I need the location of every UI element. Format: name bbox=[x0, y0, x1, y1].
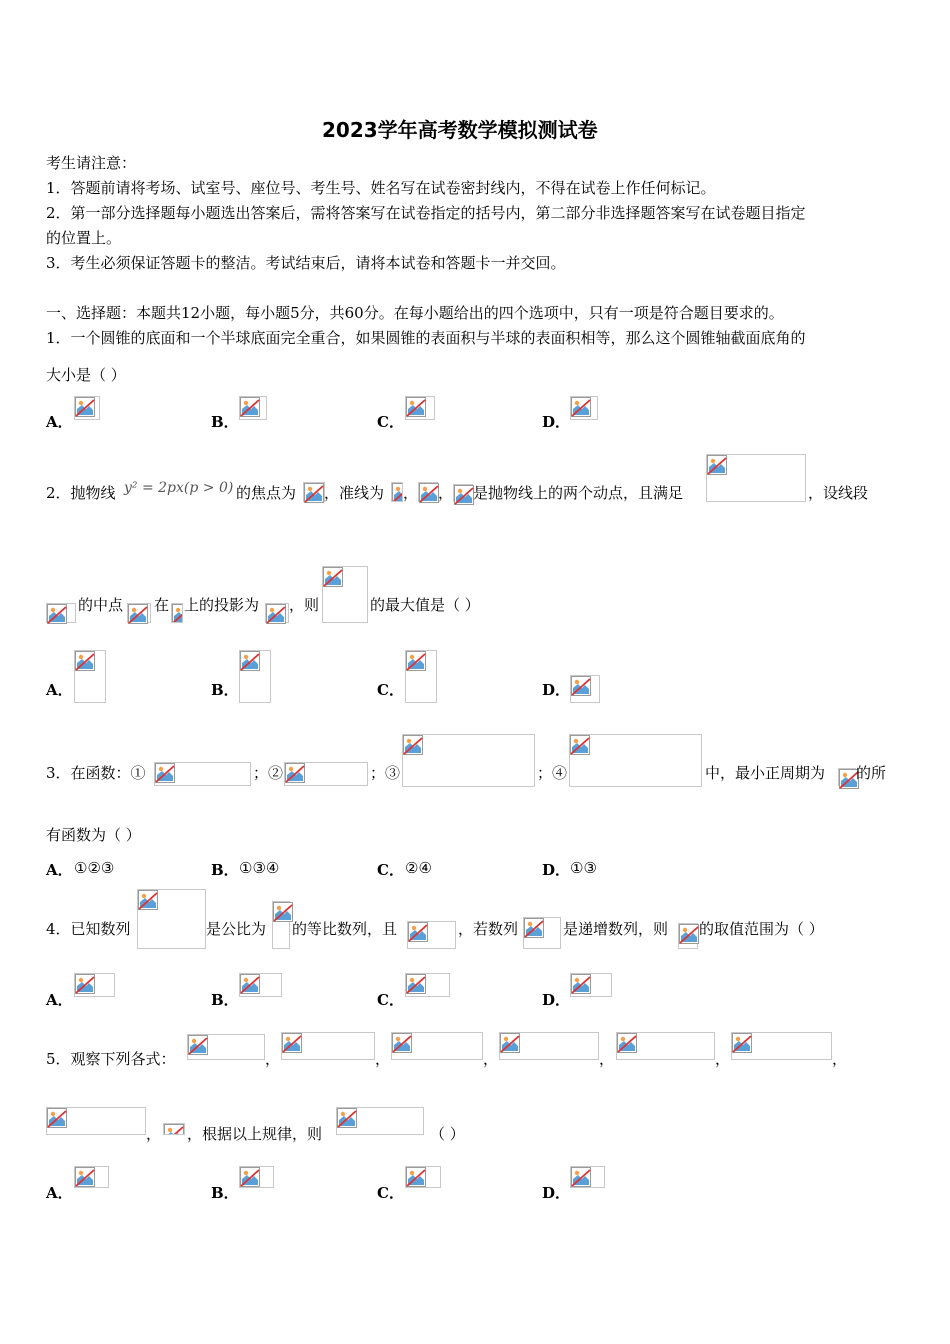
q5-option-a-image-icon bbox=[74, 1166, 109, 1188]
q4-option-a-image-icon bbox=[74, 973, 115, 997]
q5-comma-7: ， bbox=[146, 1125, 162, 1143]
q3-function-2-image-icon bbox=[284, 762, 368, 786]
q2-text-5: ， bbox=[438, 484, 454, 502]
q2-text-10: 上的投影为 bbox=[184, 596, 260, 614]
page-title: 2023学年高考数学模拟测试卷 bbox=[322, 118, 598, 142]
notice-line-1: 1．答题前请将考场、试室号、座位号、考生号、姓名写在试卷密封线内，不得在试卷上作任何标记。 bbox=[46, 179, 716, 197]
q2-text-6: 是抛物线上的两个动点，且满足 bbox=[473, 484, 684, 502]
q3-function-4-image-icon bbox=[569, 734, 702, 787]
q3-option-c-label: C． bbox=[377, 861, 404, 879]
q5-comma-5: ， bbox=[715, 1050, 731, 1068]
q2-text-1: 2．抛物线 bbox=[46, 484, 116, 502]
q2-option-b-image-icon bbox=[239, 650, 271, 703]
q3-option-c-text: ②④ bbox=[405, 859, 432, 877]
q5-expression-6-image-icon bbox=[731, 1032, 832, 1060]
q2-line-image-icon bbox=[171, 603, 183, 623]
q3-function-1-image-icon bbox=[154, 762, 251, 786]
q3-period-image-icon bbox=[838, 768, 856, 786]
q5-expression-7-image-icon bbox=[46, 1107, 146, 1135]
q2-text-11: ，则 bbox=[289, 596, 320, 614]
q4-option-d-label: D． bbox=[542, 991, 571, 1009]
q1-option-c-image-icon bbox=[405, 396, 435, 420]
q1-option-a-image-icon bbox=[74, 396, 100, 420]
q4-text-5: 是递增数列，则 bbox=[563, 920, 669, 938]
q5-target-image-icon bbox=[336, 1107, 424, 1135]
q5-option-c-label: C． bbox=[377, 1184, 404, 1202]
q5-expression-4-image-icon bbox=[499, 1032, 599, 1060]
q2-text-8: 的中点 bbox=[78, 596, 124, 614]
q5-text-1: 5．观察下列各式： bbox=[46, 1050, 176, 1068]
q1-option-a-label: A． bbox=[46, 413, 73, 431]
q2-parabola-formula: y² = 2px(p > 0) bbox=[124, 480, 234, 496]
q2-condition-image-icon bbox=[706, 454, 806, 502]
q2-ratio-image-icon bbox=[322, 566, 368, 623]
q3-text-2: ；② bbox=[253, 764, 284, 782]
q1-stem-cont: 大小是（ ） bbox=[46, 366, 126, 384]
q2-text-12: 的最大值是（ ） bbox=[370, 596, 480, 614]
q2-text-4: ， bbox=[403, 484, 419, 502]
q2-point-a-image-icon bbox=[418, 482, 438, 502]
q2-segment-image-icon bbox=[46, 603, 76, 623]
q5-expression-2-image-icon bbox=[281, 1032, 375, 1060]
q4-option-c-label: C． bbox=[377, 991, 404, 1009]
q2-midpoint-image-icon bbox=[127, 603, 151, 623]
q2-option-c-image-icon bbox=[405, 650, 437, 703]
q3-text-5: 中，最小正周期为 bbox=[705, 764, 826, 782]
q5-text-2: ，根据以上规律，则 bbox=[187, 1125, 323, 1143]
q5-expression-5-image-icon bbox=[616, 1032, 715, 1060]
q2-text-7: ，设线段 bbox=[808, 484, 869, 502]
q2-option-c-label: C． bbox=[377, 681, 404, 699]
q5-comma-1: ， bbox=[265, 1050, 281, 1068]
q4-option-b-image-icon bbox=[239, 973, 282, 997]
q5-text-3: （ ） bbox=[430, 1125, 465, 1143]
q4-sequence-image-icon bbox=[137, 889, 206, 949]
q4-option-b-label: B． bbox=[211, 991, 239, 1009]
q2-text-3: ，准线为 bbox=[324, 484, 385, 502]
q1-option-b-image-icon bbox=[239, 396, 267, 420]
q4-sequence-b-image-icon bbox=[523, 917, 561, 949]
q3-text-3: ；③ bbox=[370, 764, 401, 782]
q4-text-2: 是公比为 bbox=[206, 920, 267, 938]
q4-parameter-image-icon bbox=[678, 923, 698, 949]
q5-option-d-label: D． bbox=[542, 1184, 571, 1202]
q4-text-4: ，若数列 bbox=[458, 920, 519, 938]
q5-ellipsis-image-icon bbox=[163, 1123, 185, 1135]
q2-text-9: 在 bbox=[154, 596, 170, 614]
q3-option-b-label: B． bbox=[211, 861, 239, 879]
q3-option-b-text: ①③④ bbox=[239, 859, 280, 877]
q4-option-c-image-icon bbox=[405, 973, 450, 997]
q1-option-b-label: B． bbox=[211, 413, 239, 431]
q2-text-2: 的焦点为 bbox=[236, 484, 297, 502]
q2-option-a-image-icon bbox=[74, 650, 106, 703]
q2-option-d-image-icon bbox=[570, 675, 600, 703]
q4-text-1: 4．已知数列 bbox=[46, 920, 131, 938]
q4-option-a-label: A． bbox=[46, 991, 73, 1009]
q1-option-d-label: D． bbox=[542, 413, 571, 431]
q3-stem-cont: 有函数为（ ） bbox=[46, 826, 141, 844]
q3-text-1: 3．在函数：① bbox=[46, 764, 146, 782]
section-heading: 一、选择题：本题共12小题，每小题5分，共60分。在每小题给出的四个选项中，只有一项是符合题目要求的。 bbox=[46, 304, 784, 322]
q5-expression-3-image-icon bbox=[391, 1032, 483, 1060]
q5-option-d-image-icon bbox=[570, 1166, 605, 1188]
q5-option-a-label: A． bbox=[46, 1184, 73, 1202]
q4-text-3: 的等比数列，且 bbox=[292, 920, 398, 938]
q3-function-3-image-icon bbox=[402, 734, 535, 787]
q5-comma-4: ， bbox=[599, 1050, 615, 1068]
q2-option-b-label: B． bbox=[211, 681, 239, 699]
q2-directrix-image-icon bbox=[391, 482, 403, 502]
q5-option-c-image-icon bbox=[405, 1166, 441, 1188]
q4-ratio-image-icon bbox=[272, 901, 290, 949]
q2-focus-image-icon bbox=[303, 482, 325, 502]
q1-stem: 1．一个圆锥的底面和一个半球底面完全重合，如果圆锥的表面积与半球的表面积相等，那么这个圆锥轴截面底角的 bbox=[46, 329, 806, 347]
q3-option-d-label: D． bbox=[542, 861, 571, 879]
q3-text-6: 的所 bbox=[856, 764, 887, 782]
q3-option-a-label: A． bbox=[46, 861, 73, 879]
q2-point-b-image-icon bbox=[453, 484, 473, 502]
q5-comma-2: ， bbox=[375, 1050, 391, 1068]
q4-text-6: 的取值范围为（ ） bbox=[699, 920, 824, 938]
q5-option-b-label: B． bbox=[211, 1184, 239, 1202]
q2-projection-image-icon bbox=[265, 603, 289, 623]
q3-option-d-text: ①③ bbox=[570, 859, 597, 877]
q4-condition-image-icon bbox=[407, 921, 456, 949]
q3-option-a-text: ①②③ bbox=[74, 859, 115, 877]
q2-option-a-label: A． bbox=[46, 681, 73, 699]
q4-option-d-image-icon bbox=[570, 973, 612, 997]
notice-line-2: 2．第一部分选择题每小题选出答案后，需将答案写在试卷指定的括号内，第二部分非选择题答案写在试卷题目指定 bbox=[46, 204, 806, 222]
q1-option-c-label: C． bbox=[377, 413, 404, 431]
q5-comma-6: ， bbox=[832, 1050, 848, 1068]
q5-comma-3: ， bbox=[483, 1050, 499, 1068]
notice-heading: 考生请注意： bbox=[46, 154, 137, 172]
q5-option-b-image-icon bbox=[239, 1166, 274, 1188]
notice-line-2-cont: 的位置上。 bbox=[46, 229, 122, 247]
q3-text-4: ；④ bbox=[537, 764, 568, 782]
q1-option-d-image-icon bbox=[570, 396, 598, 420]
q5-expression-1-image-icon bbox=[187, 1034, 265, 1060]
notice-line-3: 3．考生必须保证答题卡的整洁。考试结束后，请将本试卷和答题卡一并交回。 bbox=[46, 254, 566, 272]
q2-option-d-label: D． bbox=[542, 681, 571, 699]
